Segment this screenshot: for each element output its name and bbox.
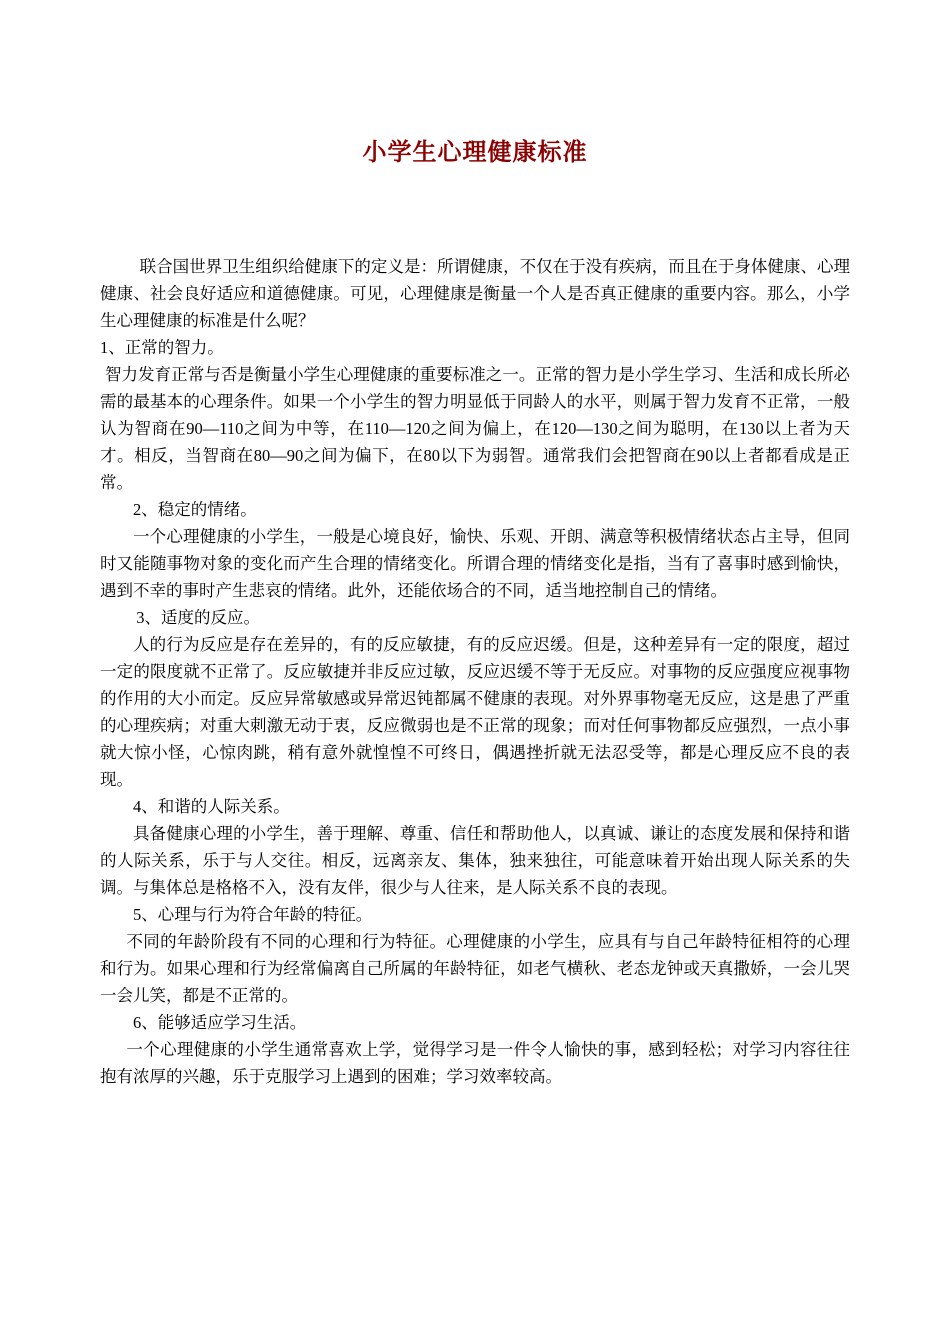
section-3-body: 人的行为反应是存在差异的，有的反应敏捷，有的反应迟缓。但是，这种差异有一定的限度，超过一定的限度就不正常了。反应敏捷并非反应过敏，反应迟缓不等于无反应。对事物的反应强度应视事物的作用的大小而定。反应异常敏感或异常迟钝都属不健康的表现。对外界事物毫无反应，这是患了严重的心理疾病；对重大刺激无动于衷，反应微弱也是不正常的现象；而对任何事物都反应强烈，一点小事就大惊小怪，心惊肉跳，稍有意外就惶惶不可终日，偶遇挫折就无法忍受等，都是心理反应不良的表现。 <box>100 635 850 789</box>
document-body <box>100 253 850 1090</box>
section-5-body: 不同的年龄阶段有不同的心理和行为特征。心理健康的小学生，应具有与自己年龄特征相符的心理和行为。如果心理和行为经常偏离自己所属的年龄特征，如老气横秋、老态龙钟或天真撒娇，一会儿哭一会儿笑，都是不正常的。 <box>100 932 850 1005</box>
section-6-heading: 6、能够适应学习生活。 <box>133 1013 307 1032</box>
section-1-heading: 1、正常的智力。 <box>100 338 224 357</box>
section-3-heading: 3、适度的反应。 <box>136 608 261 627</box>
section-2-heading: 2、稳定的情绪。 <box>133 500 257 519</box>
section-5-heading: 5、心理与行为符合年龄的特征。 <box>133 905 373 924</box>
intro-paragraph: 联合国世界卫生组织给健康下的定义是：所谓健康，不仅在于没有疾病，而且在于身体健康、心理健康、社会良好适应和道德健康。可见，心理健康是衡量一个人是否真正健康的重要内容。那么，小学生心理健康的标准是什么呢？ <box>100 257 850 330</box>
section-2-body: 一个心理健康的小学生，一般是心境良好，愉快、乐观、开朗、满意等积极情绪状态占主导，但同时又能随事物对象的变化而产生合理的情绪变化。所谓合理的情绪变化是指，当有了喜事时感到愉快，遇到不幸的事时产生悲哀的情绪。此外，还能依场合的不同，适当地控制自己的情绪。 <box>100 527 850 600</box>
document-title: 小学生心理健康标准 <box>362 140 588 166</box>
section-6-body: 一个心理健康的小学生通常喜欢上学，觉得学习是一件令人愉快的事，感到轻松；对学习内容往往抱有浓厚的兴趣，乐于克服学习上遇到的困难；学习效率较高。 <box>100 1040 850 1086</box>
section-4-body: 具备健康心理的小学生，善于理解、尊重、信任和帮助他人，以真诚、谦让的态度发展和保持和谐的人际关系，乐于与人交往。相反，远离亲友、集体，独来独往，可能意味着开始出现人际关系的失调。与集体总是格格不入，没有友伴，很少与人往来，是人际关系不良的表现。 <box>100 824 850 897</box>
section-4-heading: 4、和谐的人际关系。 <box>133 797 290 816</box>
section-1-body: 智力发育正常与否是衡量小学生心理健康的重要标准之一。正常的智力是小学生学习、生活和成长所必需的最基本的心理条件。如果一个小学生的智力明显低于同龄人的水平，则属于智力发育不正常，一般认为智商在90—110之间为中等，在110—120之间为偏上，在120—130之间为聪明，在130以上者为天才。相反，当智商在80—90之间为偏下，在80以下为弱智。通常我们会把智商在90以上者都看成是正常。 <box>100 365 850 492</box>
